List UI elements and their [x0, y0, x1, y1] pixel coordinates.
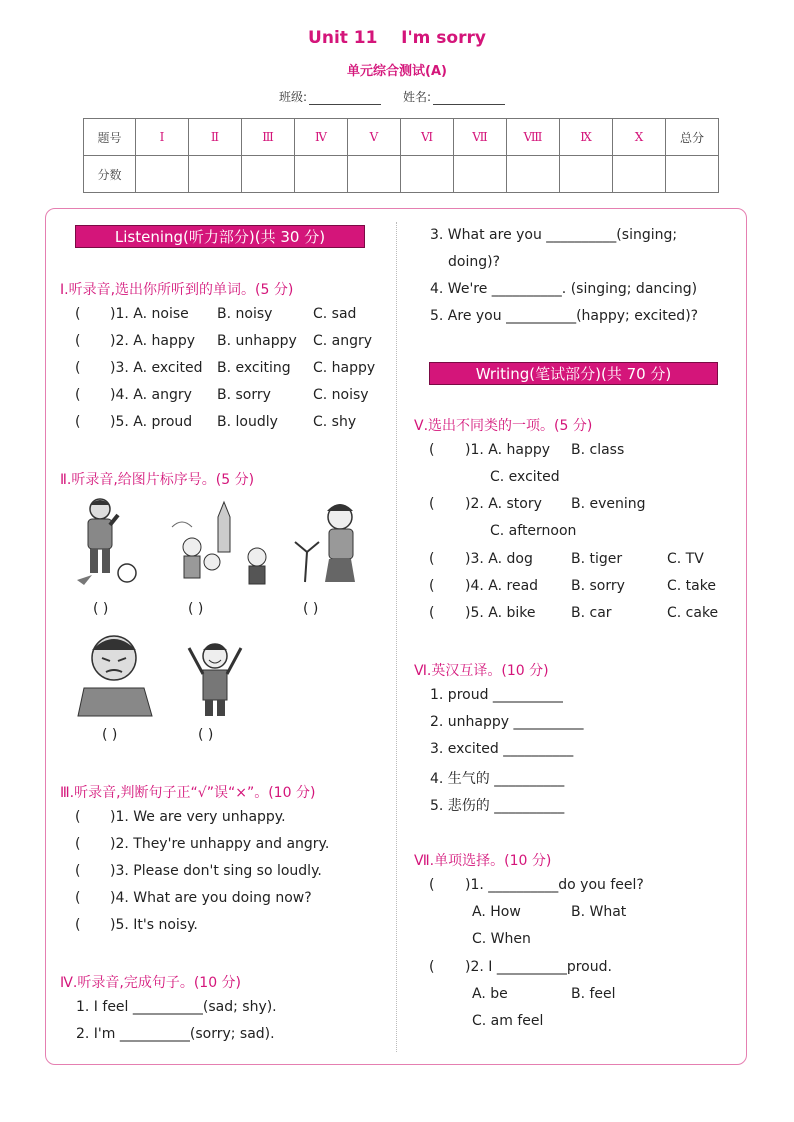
s1-item-1-a: )1. A. noise	[110, 306, 189, 322]
picture-3-answer[interactable]: ( )	[303, 601, 319, 617]
score-cell[interactable]	[666, 156, 719, 193]
numeral-cell: Ⅵ	[401, 119, 454, 156]
s4-item-1: 1. I feel __________(sad; shy).	[76, 999, 277, 1015]
s3-item-1: )1. We are very unhappy.	[110, 809, 286, 825]
score-cell[interactable]	[136, 156, 189, 193]
column-divider	[396, 222, 397, 1052]
paren-open: (	[429, 605, 435, 621]
paren-open: (	[429, 877, 435, 893]
s1-item-1-c: C. sad	[313, 306, 357, 322]
name-blank[interactable]	[433, 92, 505, 105]
numeral-cell: Ⅶ	[454, 119, 507, 156]
question-number-label: 题号	[84, 119, 136, 156]
score-cell[interactable]	[613, 156, 666, 193]
paren-open: (	[429, 496, 435, 512]
s3-item-3: )3. Please don't sing so loudly.	[110, 863, 322, 879]
paren-open: (	[429, 578, 435, 594]
s1-item-2-b: B. unhappy	[217, 333, 297, 349]
s6-item-5: 5. 悲伤的 __________	[430, 798, 565, 814]
s4-item-5: 5. Are you __________(happy; excited)?	[430, 308, 699, 324]
score-cell[interactable]	[348, 156, 401, 193]
girl-plant-picture	[285, 497, 375, 589]
paren-open: (	[75, 414, 81, 430]
score-cell[interactable]	[560, 156, 613, 193]
paren-open: (	[75, 360, 81, 376]
s5-line-7-b: B. car	[571, 605, 612, 621]
numeral-cell: Ⅲ	[242, 119, 295, 156]
name-field[interactable]	[403, 88, 505, 105]
score-cell[interactable]	[401, 156, 454, 193]
class-field[interactable]	[279, 88, 381, 105]
s5-line-4-b: C. afternoon	[490, 523, 577, 539]
s3-item-4: )4. What are you doing now?	[110, 890, 312, 906]
s7-line-1: )1. __________do you feel?	[465, 877, 644, 893]
page-title: Unit 11 I'm sorry	[308, 28, 486, 48]
score-table	[83, 118, 719, 193]
s4-item-2: 2. I'm __________(sorry; sad).	[76, 1026, 275, 1042]
s7-line-2-b: B. What	[571, 904, 627, 920]
kids-rocket-picture	[162, 497, 282, 589]
s5-line-1-b: B. class	[571, 442, 625, 458]
numeral-cell: Ⅴ	[348, 119, 401, 156]
s5-line-5-c: C. TV	[667, 551, 704, 567]
numeral-cell: Ⅰ	[136, 119, 189, 156]
numeral-cell: Ⅱ	[189, 119, 242, 156]
listening-banner: Listening(听力部分)(共 30 分)	[75, 225, 365, 248]
s5-line-1-a: )1. A. happy	[465, 442, 551, 458]
s5-line-3-a: )2. A. story	[465, 496, 542, 512]
s5-line-3-b: B. evening	[571, 496, 646, 512]
s7-line-5-a: A. be	[472, 986, 508, 1002]
s1-item-5-b: B. loudly	[217, 414, 278, 430]
s6-item-1: 1. proud __________	[430, 687, 563, 703]
s5-line-7-a: )5. A. bike	[465, 605, 536, 621]
section-5-title: Ⅴ.选出不同类的一项。(5 分)	[414, 418, 593, 434]
paren-open: (	[75, 387, 81, 403]
s5-line-6-b: B. sorry	[571, 578, 625, 594]
paren-open: (	[429, 959, 435, 975]
s1-item-1-b: B. noisy	[217, 306, 273, 322]
section-6-title: Ⅵ.英汉互译。(10 分)	[414, 663, 549, 679]
boy-angry-picture	[74, 628, 156, 718]
s1-item-4-c: C. noisy	[313, 387, 369, 403]
s6-item-4: 4. 生气的 __________	[430, 771, 565, 787]
numeral-cell: Ⅹ	[613, 119, 666, 156]
s5-line-6-c: C. take	[667, 578, 716, 594]
score-cell[interactable]	[295, 156, 348, 193]
picture-2-answer[interactable]: ( )	[188, 601, 204, 617]
s1-item-3-a: )3. A. excited	[110, 360, 203, 376]
picture-5-answer[interactable]: ( )	[198, 727, 214, 743]
s1-item-2-a: )2. A. happy	[110, 333, 196, 349]
score-cell[interactable]	[189, 156, 242, 193]
name-label: 姓名:	[403, 90, 432, 104]
numeral-cell: Ⅸ	[560, 119, 613, 156]
s3-item-2: )2. They're unhappy and angry.	[110, 836, 330, 852]
s5-line-5-a: )3. A. dog	[465, 551, 533, 567]
s7-line-6-a: C. am feel	[472, 1013, 544, 1029]
page-subtitle: 单元综合测试(A)	[347, 64, 447, 79]
paren-open: (	[75, 809, 81, 825]
paren-open: (	[429, 551, 435, 567]
numeral-cell: Ⅷ	[507, 119, 560, 156]
s1-item-3-c: C. happy	[313, 360, 376, 376]
paren-open: (	[75, 306, 81, 322]
s6-item-3: 3. excited __________	[430, 741, 574, 757]
paren-open: (	[75, 917, 81, 933]
picture-1-answer[interactable]: ( )	[93, 601, 109, 617]
s1-item-4-a: )4. A. angry	[110, 387, 192, 403]
score-value-row	[84, 156, 719, 193]
paren-open: (	[75, 890, 81, 906]
section-1-title: Ⅰ.听录音,选出你所听到的单词。(5 分)	[60, 282, 294, 298]
section-4-title: Ⅳ.听录音,完成句子。(10 分)	[60, 975, 242, 991]
score-cell[interactable]	[454, 156, 507, 193]
s7-line-2-a: A. How	[472, 904, 521, 920]
class-label: 班级:	[279, 90, 308, 104]
s1-item-3-b: B. exciting	[217, 360, 291, 376]
paren-open: (	[75, 836, 81, 852]
boy-sad-picture	[72, 495, 147, 587]
paren-open: (	[75, 863, 81, 879]
s7-line-4: )2. I __________proud.	[465, 959, 612, 975]
s5-line-2-b: C. excited	[490, 469, 560, 485]
score-header-row	[84, 119, 719, 156]
s3-item-5: )5. It's noisy.	[110, 917, 198, 933]
s7-line-5-b: B. feel	[571, 986, 616, 1002]
paren-open: (	[75, 333, 81, 349]
score-cell[interactable]	[242, 156, 295, 193]
s4-item-4: 4. We're __________. (singing; dancing)	[430, 281, 698, 297]
section-3-title: Ⅲ.听录音,判断句子正“√”误“×”。(10 分)	[60, 785, 316, 801]
s1-item-4-b: B. sorry	[217, 387, 271, 403]
numeral-cell: Ⅳ	[295, 119, 348, 156]
s4-item-3: 3. What are you __________(singing;	[430, 227, 678, 243]
s5-line-7-c: C. cake	[667, 605, 719, 621]
s7-line-3-a: C. When	[472, 931, 531, 947]
s5-line-6-a: )4. A. read	[465, 578, 539, 594]
s5-line-5-b: B. tiger	[571, 551, 623, 567]
s4-item-3-cont: doing)?	[448, 254, 500, 270]
score-label: 分数	[84, 156, 136, 193]
section-2-title: Ⅱ.听录音,给图片标序号。(5 分)	[60, 472, 255, 488]
writing-banner: Writing(笔试部分)(共 70 分)	[429, 362, 718, 385]
s1-item-2-c: C. angry	[313, 333, 373, 349]
paren-open: (	[429, 442, 435, 458]
s1-item-5-a: )5. A. proud	[110, 414, 193, 430]
class-blank[interactable]	[309, 92, 381, 105]
section-7-title: Ⅶ.单项选择。(10 分)	[414, 853, 552, 869]
s6-item-2: 2. unhappy __________	[430, 714, 584, 730]
picture-4-answer[interactable]: ( )	[102, 727, 118, 743]
total-label: 总分	[666, 119, 719, 156]
s1-item-5-c: C. shy	[313, 414, 357, 430]
boy-happy-picture	[183, 628, 248, 718]
score-cell[interactable]	[507, 156, 560, 193]
